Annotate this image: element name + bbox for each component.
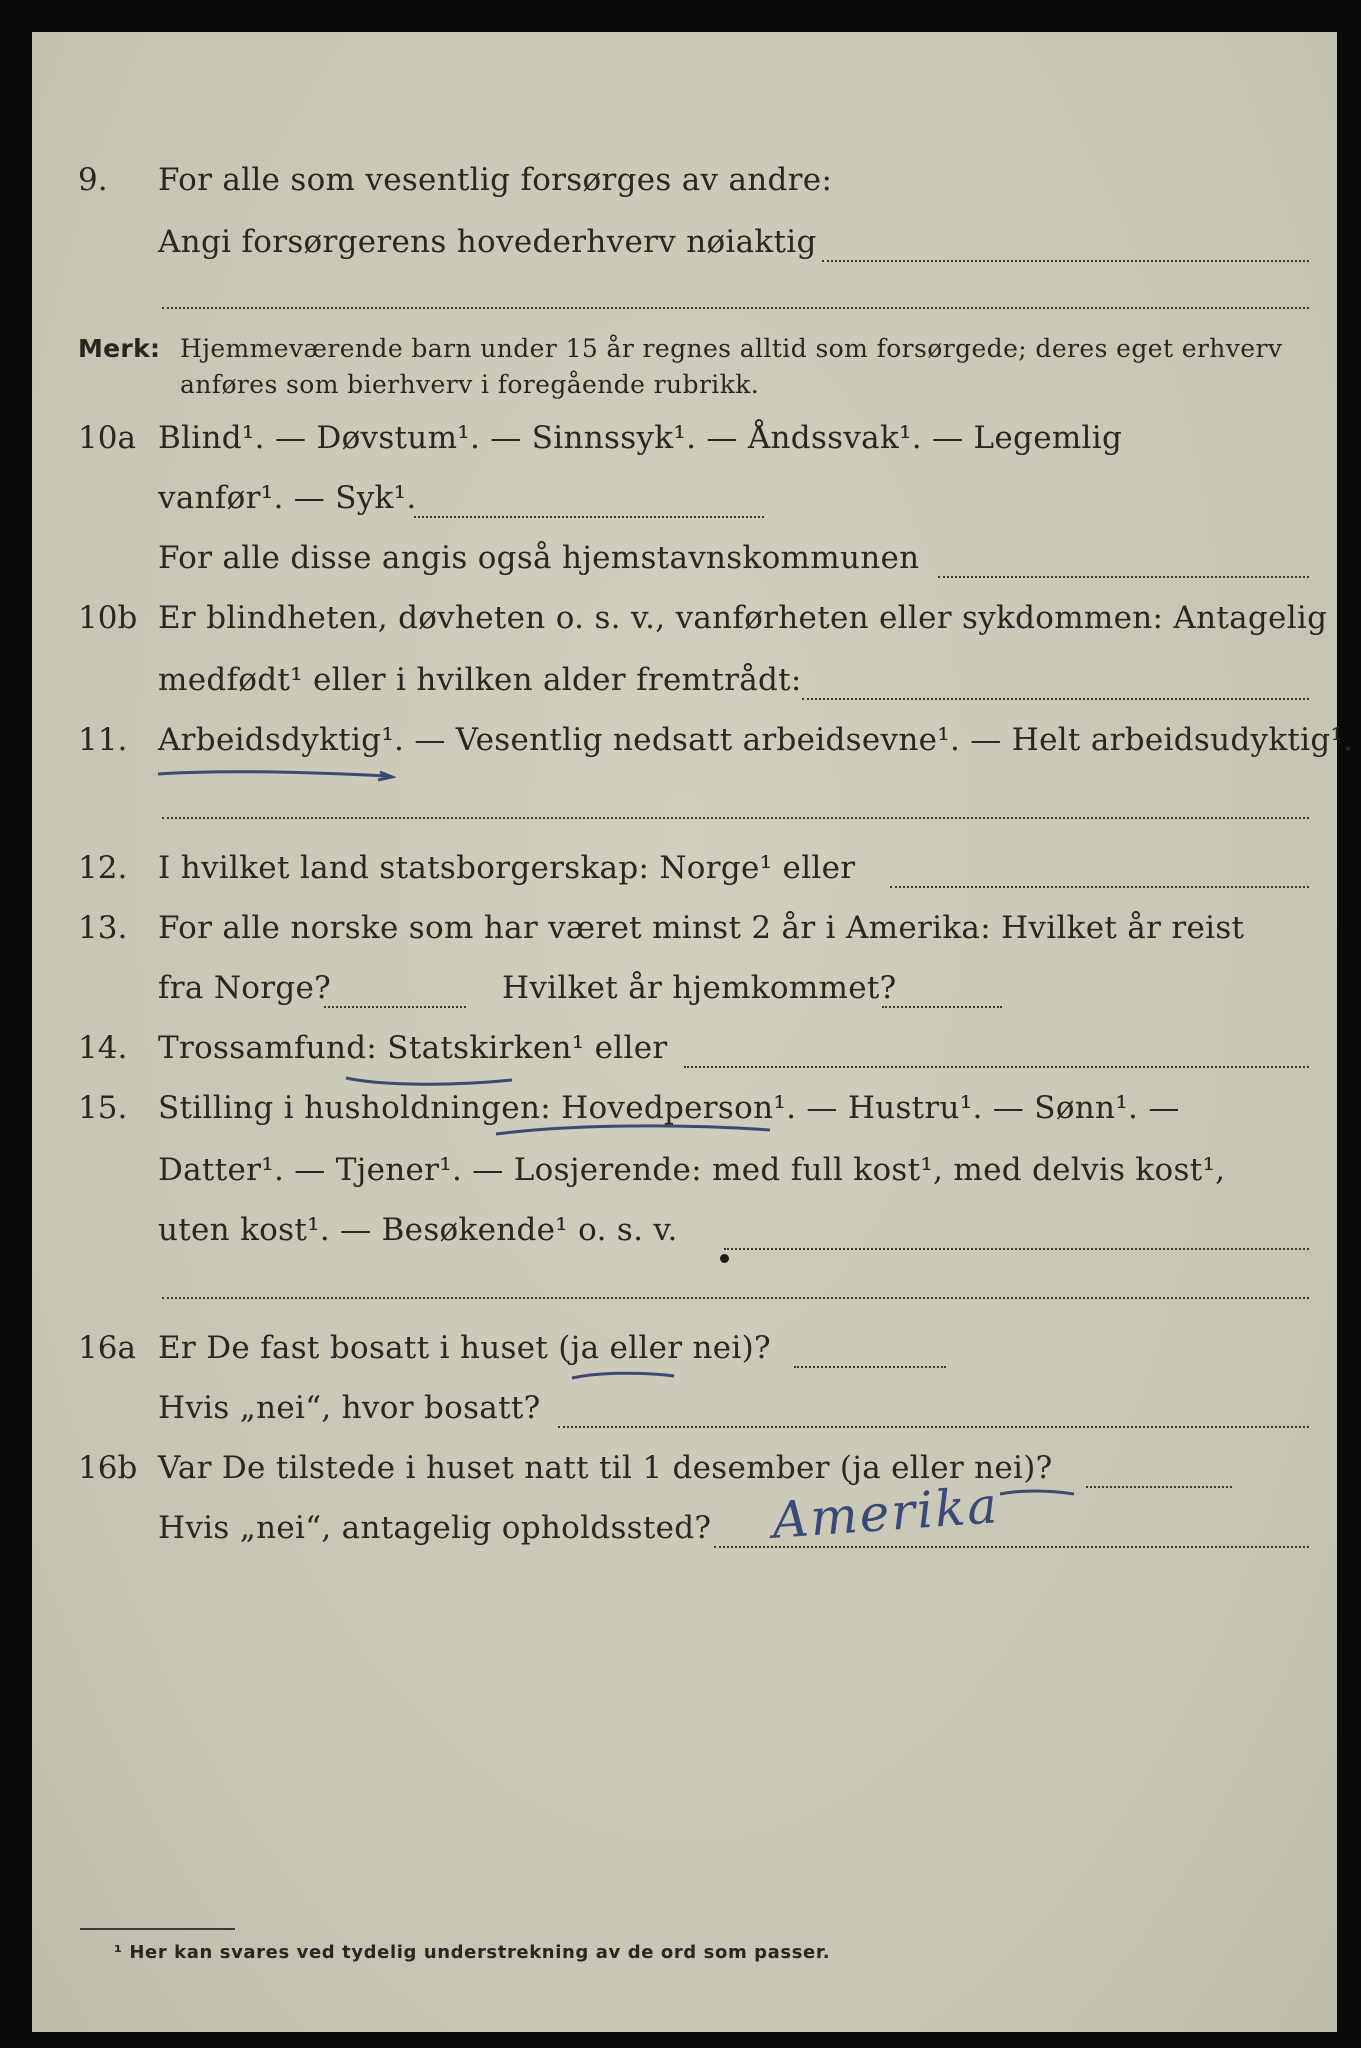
- question-16b-number: 16b: [78, 1450, 138, 1486]
- question-9-prompt: Angi forsørgerens hovederhverv nøiaktig: [158, 224, 817, 260]
- question-15-pen-overline: [494, 1120, 774, 1140]
- question-13-number: 13.: [78, 910, 128, 946]
- question-10b-number: 10b: [78, 600, 138, 636]
- question-15-row-3: [32, 1212, 1337, 1266]
- question-16a-text-2: Hvis „nei“, hvor bosatt?: [158, 1390, 541, 1426]
- question-10a-text-2: vanfør¹. — Syk¹.: [158, 480, 417, 516]
- question-16b-pen-underline: [998, 1486, 1078, 1502]
- question-14-pen-underline: [344, 1072, 516, 1092]
- question-16a-pen-underline: [570, 1368, 680, 1384]
- question-10a-municipality-line: [938, 576, 1309, 578]
- question-13-departure-line: [324, 1006, 466, 1008]
- question-12-answer-line: [890, 886, 1309, 888]
- question-12-text: I hvilket land statsborgerskap: Norge¹ eller: [158, 850, 856, 886]
- question-9-answer-row: [32, 224, 1337, 278]
- question-16a-row-2: [32, 1390, 1337, 1444]
- question-15-text-2: Datter¹. — Tjener¹. — Losjerende: med full kost¹, med delvis kost¹,: [158, 1152, 1226, 1188]
- question-10b-row: [32, 600, 1337, 654]
- question-16a-row: [32, 1330, 1337, 1384]
- question-13-row: [32, 910, 1337, 964]
- note-text-line-1: Hjemmeværende barn under 15 år regnes alltid som forsørgede; deres eget erhverv: [180, 334, 1283, 363]
- question-13-return-prompt: Hvilket år hjemkommet?: [502, 970, 897, 1006]
- question-10a-text-3: For alle disse angis også hjemstavnskommunen: [158, 540, 920, 576]
- question-10b-answer-line: [802, 698, 1309, 700]
- question-16b-row-2: [32, 1510, 1337, 1564]
- question-9-number: 9.: [78, 162, 108, 198]
- question-16a-number: 16a: [78, 1330, 136, 1366]
- question-10a-row-3: [32, 540, 1337, 594]
- question-12-row: [32, 850, 1337, 904]
- question-15-row-2: [32, 1152, 1337, 1206]
- question-10a-text: Blind¹. — Døvstum¹. — Sinnssyk¹. — Åndssvak¹. — Legemlig: [158, 420, 1123, 456]
- question-9-text: For alle som vesentlig forsørges av andre:: [158, 162, 833, 198]
- question-15-extra-line: [162, 1297, 1309, 1299]
- question-16b-answer-line: [1086, 1486, 1232, 1488]
- question-14-text: Trossamfund: Statskirken¹ eller: [158, 1030, 668, 1066]
- question-11-number: 11.: [78, 722, 128, 758]
- question-16a-text: Er De fast bosatt i huset (ja eller nei)?: [158, 1330, 771, 1366]
- question-14-row: [32, 1030, 1337, 1084]
- handwritten-answer: Amerika: [770, 1476, 1001, 1550]
- question-10a-row: [32, 420, 1337, 474]
- note-row-2: [32, 370, 1337, 424]
- ink-spot: [720, 1254, 729, 1263]
- question-14-number: 14.: [78, 1030, 128, 1066]
- question-15-number: 15.: [78, 1090, 128, 1126]
- question-10b-text: Er blindheten, døvheten o. s. v., vanførheten eller sykdommen: Antagelig: [158, 600, 1328, 636]
- question-16b-text: Var De tilstede i huset natt til 1 desember (ja eller nei)?: [158, 1450, 1053, 1486]
- question-10a-number: 10a: [78, 420, 136, 456]
- question-16b-row: [32, 1450, 1337, 1504]
- census-form-page: [32, 32, 1354, 2032]
- question-12-number: 12.: [78, 850, 128, 886]
- question-10a-answer-line: [414, 516, 764, 518]
- question-13-return-line: [882, 1006, 1002, 1008]
- question-9-answer-line: [822, 260, 1309, 262]
- question-13-text: For alle norske som har været minst 2 år i Amerika: Hvilket år reist: [158, 910, 1245, 946]
- question-11-extra-line: [162, 817, 1309, 819]
- question-16a-answer-line: [794, 1366, 946, 1368]
- question-15-text-3: uten kost¹. — Besøkende¹ o. s. v.: [158, 1212, 678, 1248]
- question-10b-text-2: medfødt¹ eller i hvilken alder fremtrådt:: [158, 662, 802, 698]
- question-11-text: Arbeidsdyktig¹. — Vesentlig nedsatt arbeidsevne¹. — Helt arbeidsudyktig¹.: [158, 722, 1354, 758]
- footnote-separator: [80, 1928, 235, 1930]
- question-13-row-2: [32, 970, 1337, 1024]
- question-13-departure-prompt: fra Norge?: [158, 970, 332, 1006]
- footnote-text: ¹ Her kan svares ved tydelig understrekning av de ord som passer.: [114, 1942, 831, 1963]
- note-text-line-2: anføres som bierhverv i foregående rubrikk.: [180, 370, 760, 399]
- question-15-answer-line: [724, 1248, 1309, 1250]
- question-10a-row-2: [32, 480, 1337, 534]
- question-16a-residence-line: [558, 1426, 1309, 1428]
- question-15-text: Stilling i husholdningen: Hovedperson¹. — Hustru¹. — Sønn¹. —: [158, 1090, 1180, 1126]
- question-9-row: [32, 162, 1337, 216]
- question-11-pen-underline: [156, 764, 396, 786]
- question-9-extra-line: [162, 307, 1309, 309]
- note-label: Merk:: [78, 334, 161, 363]
- question-14-answer-line: [684, 1066, 1309, 1068]
- question-10b-row-2: [32, 662, 1337, 716]
- question-16b-text-2: Hvis „nei“, antagelig opholdssted?: [158, 1510, 712, 1546]
